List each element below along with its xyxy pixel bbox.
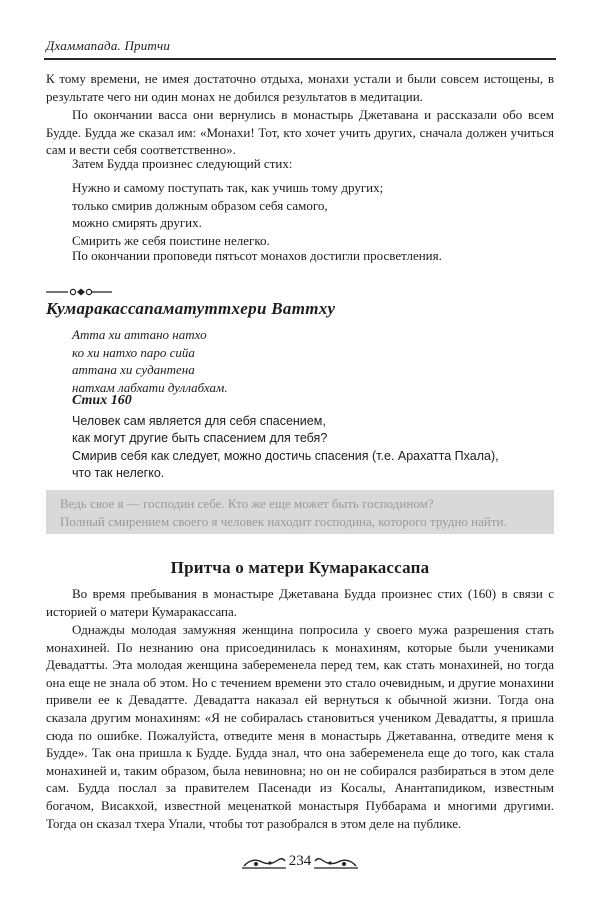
pali-line: Атта хи аттано натхо	[72, 327, 207, 342]
pali-verse	[72, 326, 552, 396]
verse-line: можно смирять других.	[72, 215, 202, 231]
translation-line: что так нелегко.	[72, 466, 165, 481]
ornament-divider-icon	[46, 287, 112, 297]
opening-paragraph-4: По окончании проповеди пятьсот монахов достигли просветления.	[72, 248, 442, 263]
parable-paragraph-1: Во время пребывания в монастыре Джетавана Будда произнес стих (160) в связи с историей о матери Кумаракассапа.	[46, 586, 554, 619]
translation-line: как могут другие быть спасением для тебя?	[72, 431, 328, 446]
buddha-verse	[72, 179, 552, 249]
stanza-label: Стих 160	[72, 393, 132, 408]
comment-line: Полный смирением своего я человек находит господина, которого трудно найти.	[60, 513, 507, 529]
verse-line: Нужно и самому поступать так, как учишь тому других;	[72, 180, 384, 195]
pali-line: ко хи натхо паро сийа	[72, 344, 195, 360]
opening-paragraph-3: Затем Будда произнес следующий стих:	[72, 156, 293, 171]
pali-line: натхам лабхати дуллабхам.	[72, 379, 228, 395]
translation-line: Смирив себя как следует, можно достичь спасения (т.е. Арахатта Пхала),	[72, 448, 499, 463]
stanza-section-title: Кумаракассапаматуттхери Ваттху	[46, 299, 336, 318]
verse-line: только смирив должным образом себя самого,	[72, 197, 328, 213]
footer-ornament-right-icon	[314, 855, 358, 869]
parable-title: Притча о матери Кумаракассапа	[170, 558, 430, 577]
comment-text	[60, 495, 550, 530]
parable-paragraph-2: Однажды молодая замужняя женщина попросила у своего мужа разрешения стать монахиней. По незнанию она присоединилась к монахиням, которые были учениками Девадатты. Эта молодая женщина забеременела перед тем, как стать монахиней, но тогда она еще не знала об этом. Но с течением времени это стало очевидным, и другие монахини привели ее к Девадатте. Девадатта наказал ей вернуться к обычной жизни. Тогда она сказала другим монахиням: «Я не собиралась становиться учеником Девадатты, я пришла сюда по ошибке. Пожалуйста, отведите меня в монастырь Джетаванна, отведите меня к Будде». Так она пришла к Будде. Будда знал, что она забеременела еще до того, как стала монахиней и, таким образом, была невиновна; но он не собирался разбираться в этом деле сам. Будда послал за правителем Пасенади из Косалы, Анантапидиком, известным богачом, Висакхой, известной меценаткой монастыря Пуббарама и многими другими. Тогда он сказал тхера Упали, чтобы тот разобрался в этом деле на публике.	[46, 622, 554, 831]
opening-paragraph-1: К тому времени, не имея достаточно отдыха, монахи устали и были совсем истощены, в результате чего ни один монах не добился результатов в медитации.	[46, 71, 554, 104]
pali-line: аттана хи судантена	[72, 362, 195, 378]
verse-line: Смирить же себя поистине нелегко.	[72, 232, 270, 248]
header-rule	[44, 58, 556, 60]
stanza-translation	[72, 413, 552, 483]
translation-line: Человек сам является для себя спасением,	[72, 414, 326, 428]
opening-paragraph-2: По окончании васса они вернулись в монастырь Джетавана и рассказали обо всем Будде. Будда же сказал им: «Монахи! Тот, кто хочет учить других, сначала должен учиться сам и вести себя соответственно».	[46, 107, 554, 158]
page-number: 234	[288, 853, 312, 869]
comment-line: Ведь свое я — господин себе. Кто же еще может быть господином?	[60, 496, 434, 511]
running-head: Дхаммапада. Притчи	[46, 38, 171, 53]
